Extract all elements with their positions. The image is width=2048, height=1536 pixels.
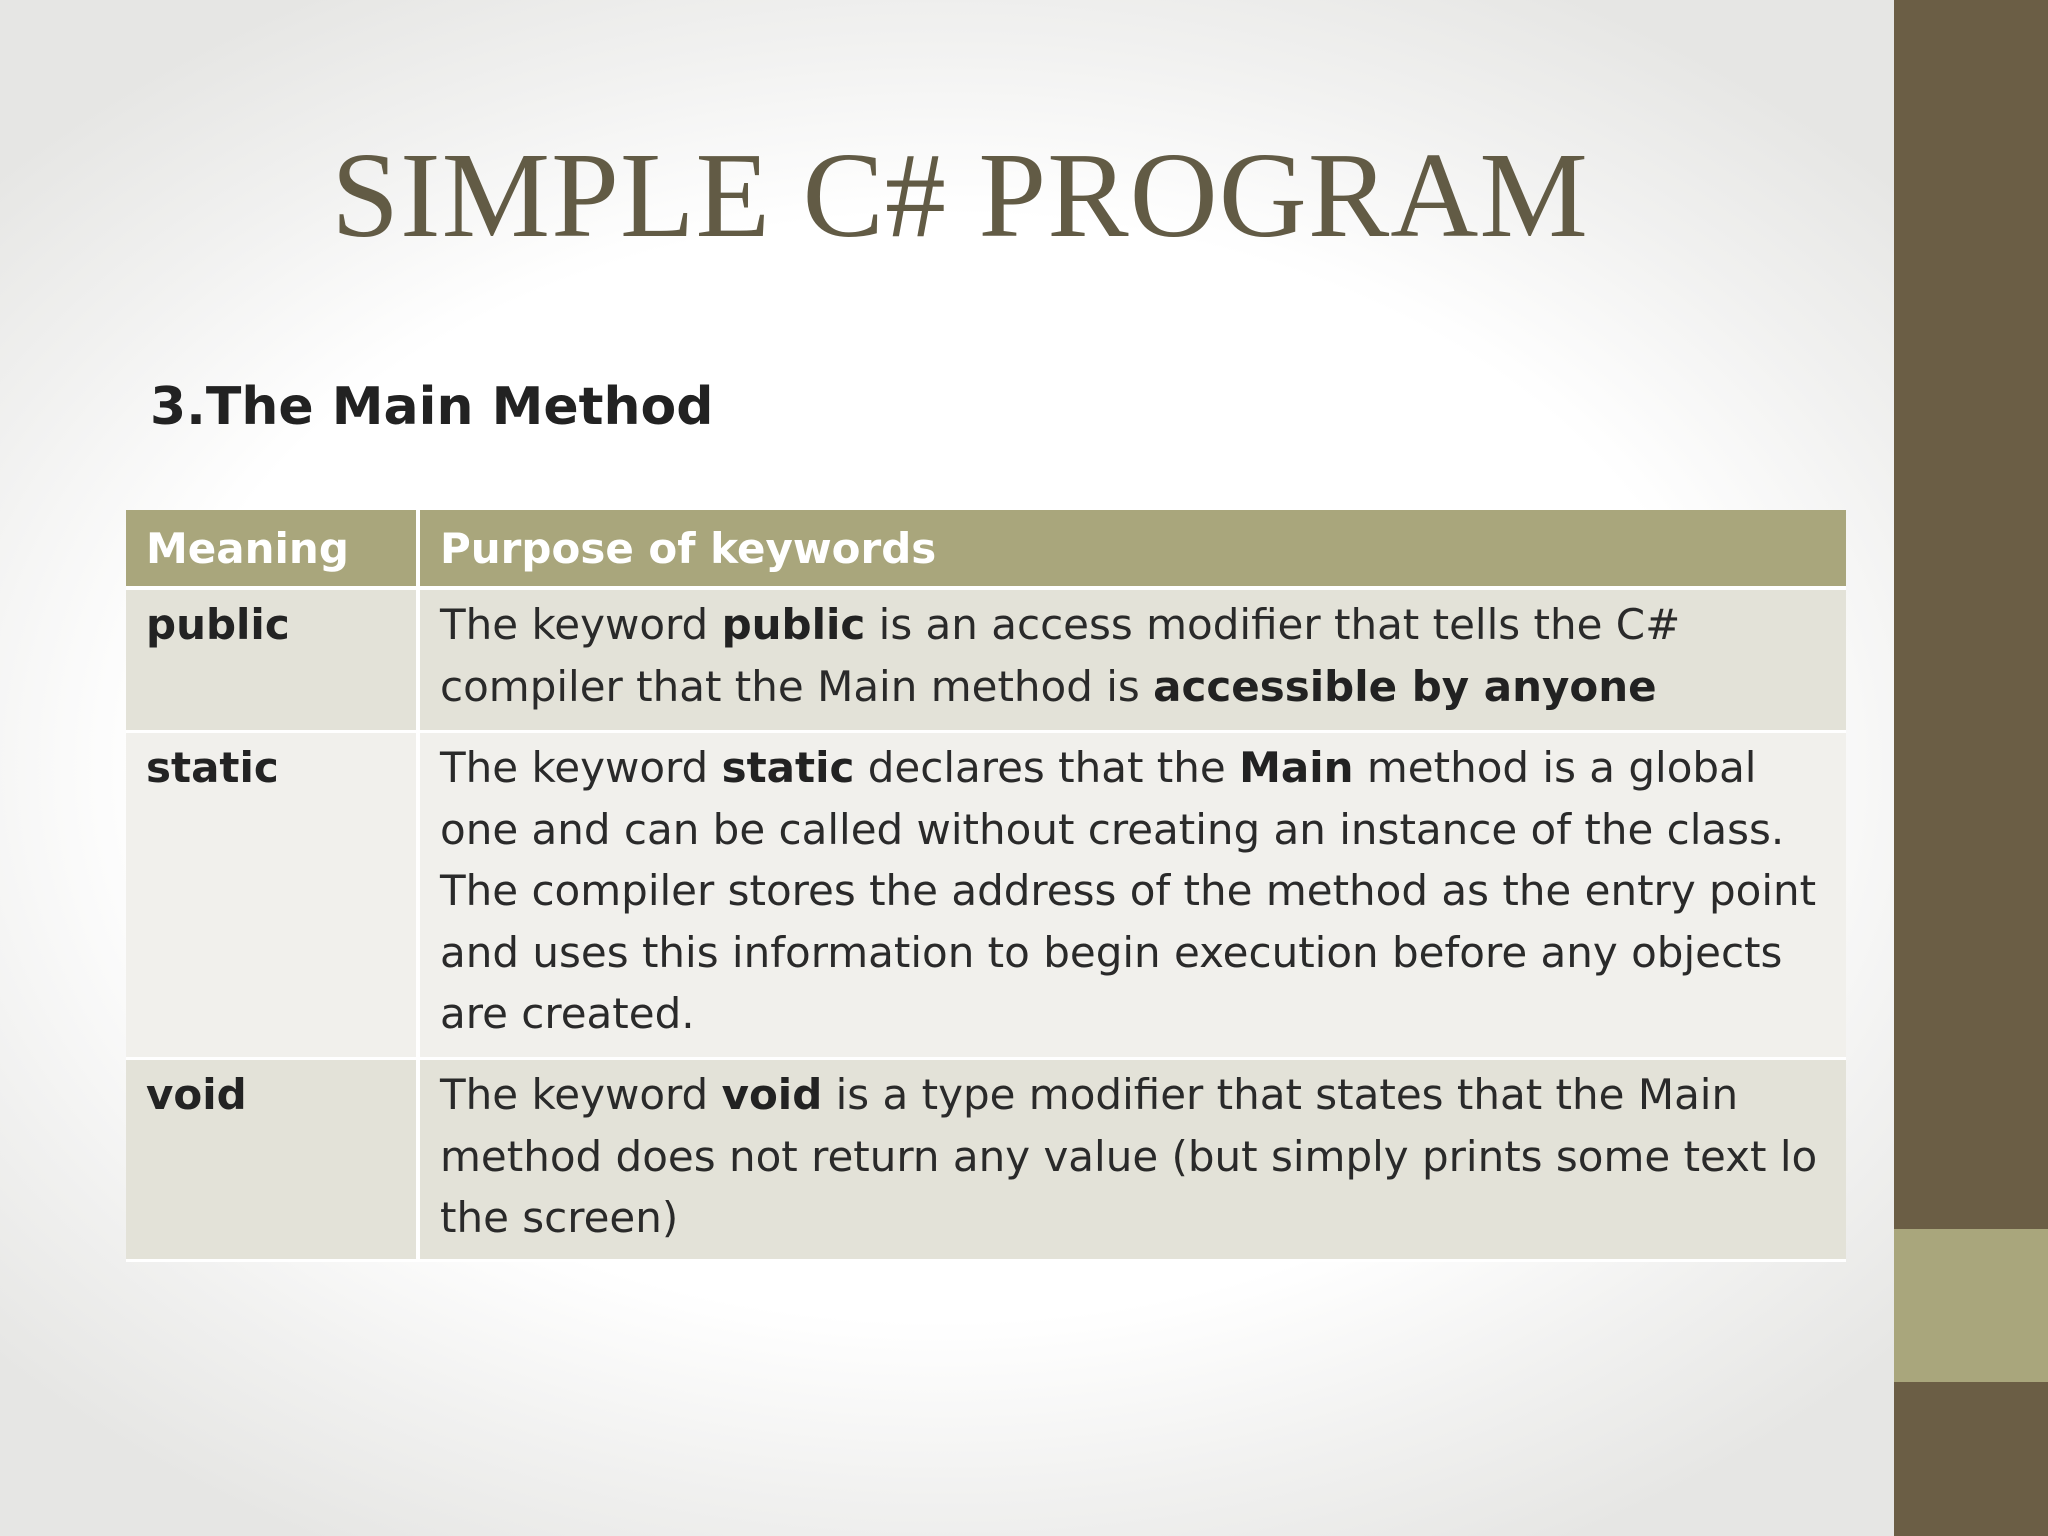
- desc-bold-text: void: [721, 1070, 823, 1119]
- desc-bold-text: static: [721, 743, 855, 792]
- description-cell: [416, 590, 1846, 733]
- desc-bold-text: public: [721, 600, 866, 649]
- description-cell: [416, 733, 1846, 1060]
- desc-text: method is a global one and can be called without creating an instance of the class. The compiler stores the address of the method as the entry point and uses this information to begin execution before any objects are created.: [440, 743, 1817, 1038]
- desc-text: is an access modifier that tells the C# compiler that the Main method is: [440, 600, 1681, 711]
- table-row: [126, 590, 1846, 733]
- keyword-cell: public: [126, 590, 416, 733]
- header-meaning: Meaning: [126, 510, 416, 590]
- desc-text: The keyword: [440, 743, 722, 792]
- keyword-cell: void: [126, 1060, 416, 1262]
- keywords-table: [126, 510, 1846, 1262]
- table-row: [126, 733, 1846, 1060]
- desc-text: The keyword: [440, 600, 722, 649]
- header-purpose: Purpose of keywords: [416, 510, 1846, 590]
- description-cell: [416, 1060, 1846, 1262]
- desc-bold-text: Main: [1239, 743, 1354, 792]
- desc-bold-text: accessible by anyone: [1153, 661, 1657, 711]
- slide-title: SIMPLE C# PROGRAM: [331, 128, 1589, 263]
- table-header-row: [126, 510, 1846, 590]
- keyword-cell: static: [126, 733, 416, 1060]
- section-heading: 3.The Main Method: [150, 377, 714, 437]
- desc-text: declares that the: [854, 743, 1240, 792]
- desc-text: is a type modifier that states that the Main method does not return any value (but simply prints some text lo the screen): [440, 1070, 1818, 1242]
- desc-text: The keyword: [440, 1070, 722, 1119]
- side-decoration-accent: [1894, 1229, 2048, 1382]
- table-row: [126, 1060, 1846, 1262]
